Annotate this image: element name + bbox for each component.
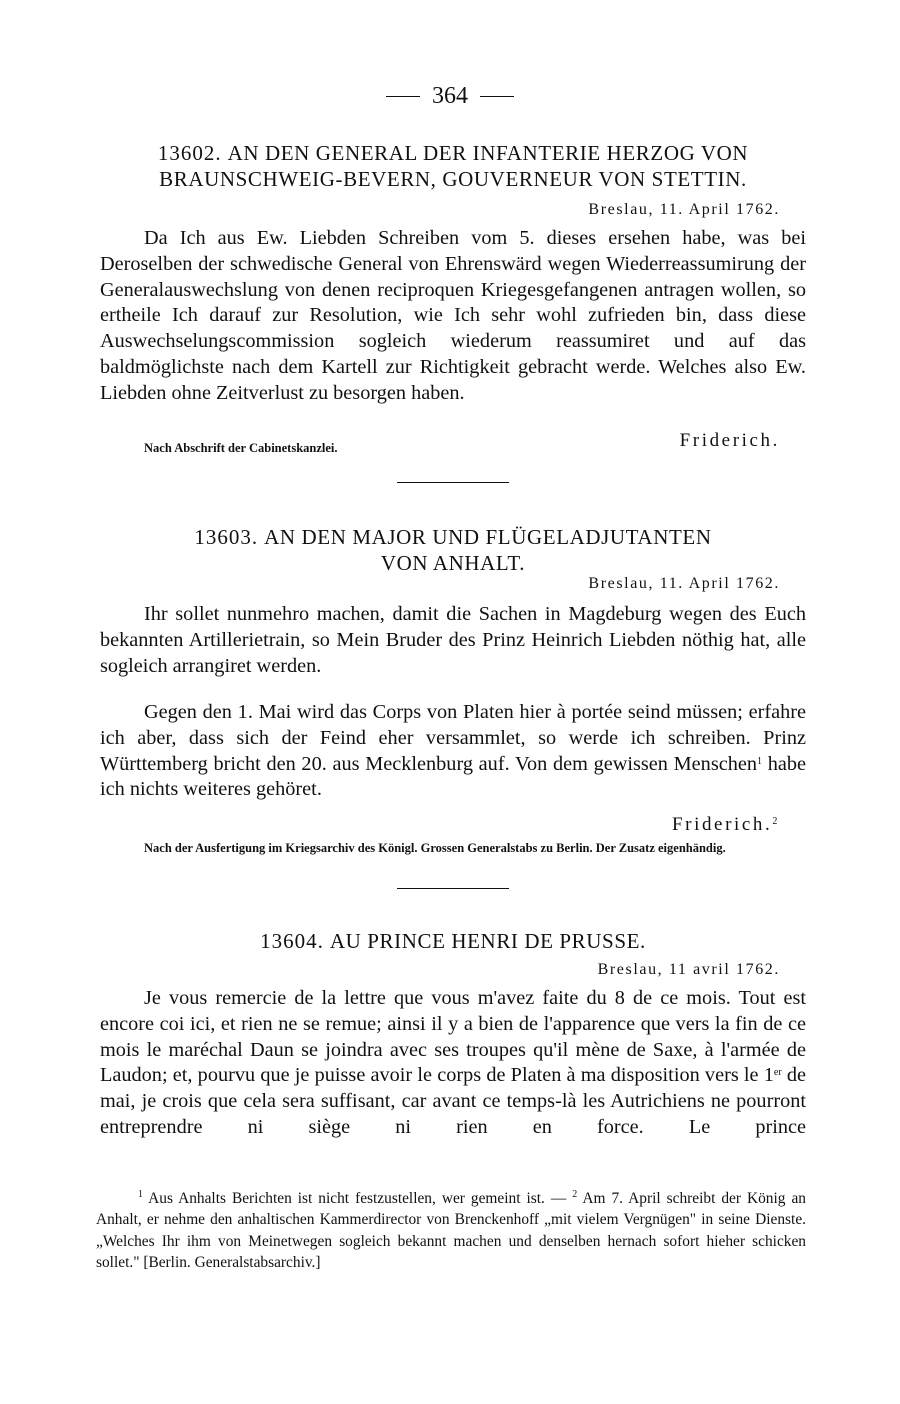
letter-13602-signature: Friderich. — [679, 430, 780, 451]
page-number-text: 364 — [432, 83, 468, 109]
letter-13603-paragraph-1: Ihr sollet nunmehro machen, damit die Sachen in Magdeburg wegen des Euch bekannten Artillerietrain, so Mein Bruder des Prinz Heinrich Liebden nöthig hat, alle sogleich arrangiret werden. — [100, 603, 806, 677]
letter-13603-body — [100, 602, 806, 679]
letter-13604-heading-line1 — [100, 928, 806, 954]
footnote-mark-1: 1 — [138, 1189, 143, 1200]
footnote-ref-2: 2 — [772, 816, 780, 827]
page-number-dash-right — [480, 96, 514, 97]
letter-13603-body-2 — [100, 700, 806, 803]
footnote-mark-2: 2 — [572, 1189, 578, 1200]
ordinal-superscript: er — [773, 1067, 782, 1079]
separator-rule-2 — [397, 888, 509, 889]
footnote-1-text: Aus Anhalts Berichten ist nicht festzustellen, wer gemeint ist. — — [143, 1190, 573, 1207]
separator-rule-1 — [397, 482, 509, 483]
letter-13604-body — [100, 986, 806, 1141]
letter-13603-paragraph-2 — [100, 700, 806, 803]
letter-13603-heading-line1 — [100, 524, 806, 550]
letter-13603-signature — [672, 814, 780, 836]
footnotes — [96, 1188, 806, 1273]
letter-13602-heading-line2: BRAUNSCHWEIG-BEVERN, GOUVERNEUR VON STETTIN. — [159, 167, 747, 191]
letter-13602-body — [100, 226, 806, 407]
letter-13603-heading — [100, 524, 806, 576]
letter-13604-paragraph-part2: de mai, je crois que cela sera suffisant, car avant ce temps-là les Autrichiens ne pourront entreprendre ni siège ni rien en force. Le prince — [100, 1064, 806, 1138]
letter-13604-heading — [100, 928, 806, 954]
letter-13604-date: Breslau, 11 avril 1762. — [597, 961, 780, 978]
letter-13604-number: 13604. — [260, 929, 324, 953]
letter-13604-paragraph — [100, 986, 806, 1141]
letter-13603-heading-text1: AN DEN MAJOR UND FLÜGELADJUTANTEN — [264, 525, 712, 549]
letter-13602-number: 13602. — [157, 141, 222, 165]
letter-13603-heading-line2: VON ANHALT. — [380, 551, 526, 575]
letter-13603-paragraph-2-end: habe ich nichts weiteres gehöret. — [100, 752, 806, 801]
letter-13602-source-note: Nach Abschrift der Cabinetskanzlei. — [144, 441, 338, 455]
letter-13603-signature-text: Friderich. — [671, 814, 773, 835]
letter-13603-source-note: Nach der Ausfertigung im Kriegsarchiv des Königl. Grossen Generalstabs zu Berlin. Der Zusatz eigenhändig. — [144, 841, 726, 855]
footnote-ref-1: 1 — [757, 755, 762, 767]
letter-13603-date: Breslau, 11. April 1762. — [588, 575, 780, 592]
page-number — [0, 82, 900, 110]
letter-13604-heading-text1: AU PRINCE HENRI DE PRUSSE. — [329, 929, 646, 953]
letter-13602-date: Breslau, 11. April 1762. — [588, 201, 780, 218]
letter-13603-number: 13603. — [194, 525, 259, 549]
letter-13602-heading-text1: AN DEN GENERAL DER INFANTERIE HERZOG VON — [227, 141, 749, 165]
letter-13604-paragraph-part1: Je vous remercie de la lettre que vous m'avez faite du 8 de ce mois. Tout est encore coi ici, et rien ne se remue; ainsi il y a bien de l'apparence que vers la fin de ce mois le maréchal Daun se joindra avec ses troupes qu'il mène de Saxe, à l'armée de Laudon; et, pourvu que je puisse avoir le corps de Platen à ma disposition vers le 1 — [100, 987, 806, 1087]
letter-13602-paragraph: Da Ich aus Ew. Liebden Schreiben vom 5. dieses ersehen habe, was bei Deroselben der schwedische General von Ehrenswärd wegen Wiederreassumirung der Generalauswechslung von denen reciproquen Kriegesgefangenen antragen wollen, so ertheile Ich darauf zur Resolution, wie Ich sehr wohl zufrieden bin, dass diese Auswechselungscommission sogleich wiederum reassumiret und auf das baldmöglichste nach dem Kartell zur Richtigkeit gebracht werde. Welches also Ew. Liebden ohne Zeitverlust zu besorgen haben. — [100, 227, 806, 404]
footnote-2-text: Am 7. April schreibt der König an Anhalt, er nehme den anhaltischen Kammerdirector von Brenckenhoff „mit vielem Vergnügen" in seine Dienste. „Welches Ihr ihm von Meinetwegen sogleich bekannt machen und denselben hernach sofort hieher schicken sollet." [Berlin. Generalstabsarchiv.] — [96, 1190, 806, 1271]
letter-13603-paragraph-2-text: Gegen den 1. Mai wird das Corps von Platen hier à portée seind müssen; erfahre ich aber, dass sich der Feind eher versammlet, so werde ich schreiben. Prinz Württemberg bricht den 20. aus Mecklenburg auf. Von dem gewissen Menschen — [100, 701, 806, 775]
letter-13602-heading-line1 — [100, 140, 806, 166]
footnote-text — [96, 1188, 806, 1273]
page-number-dash-left — [386, 96, 420, 97]
letter-13602-heading — [100, 140, 806, 192]
